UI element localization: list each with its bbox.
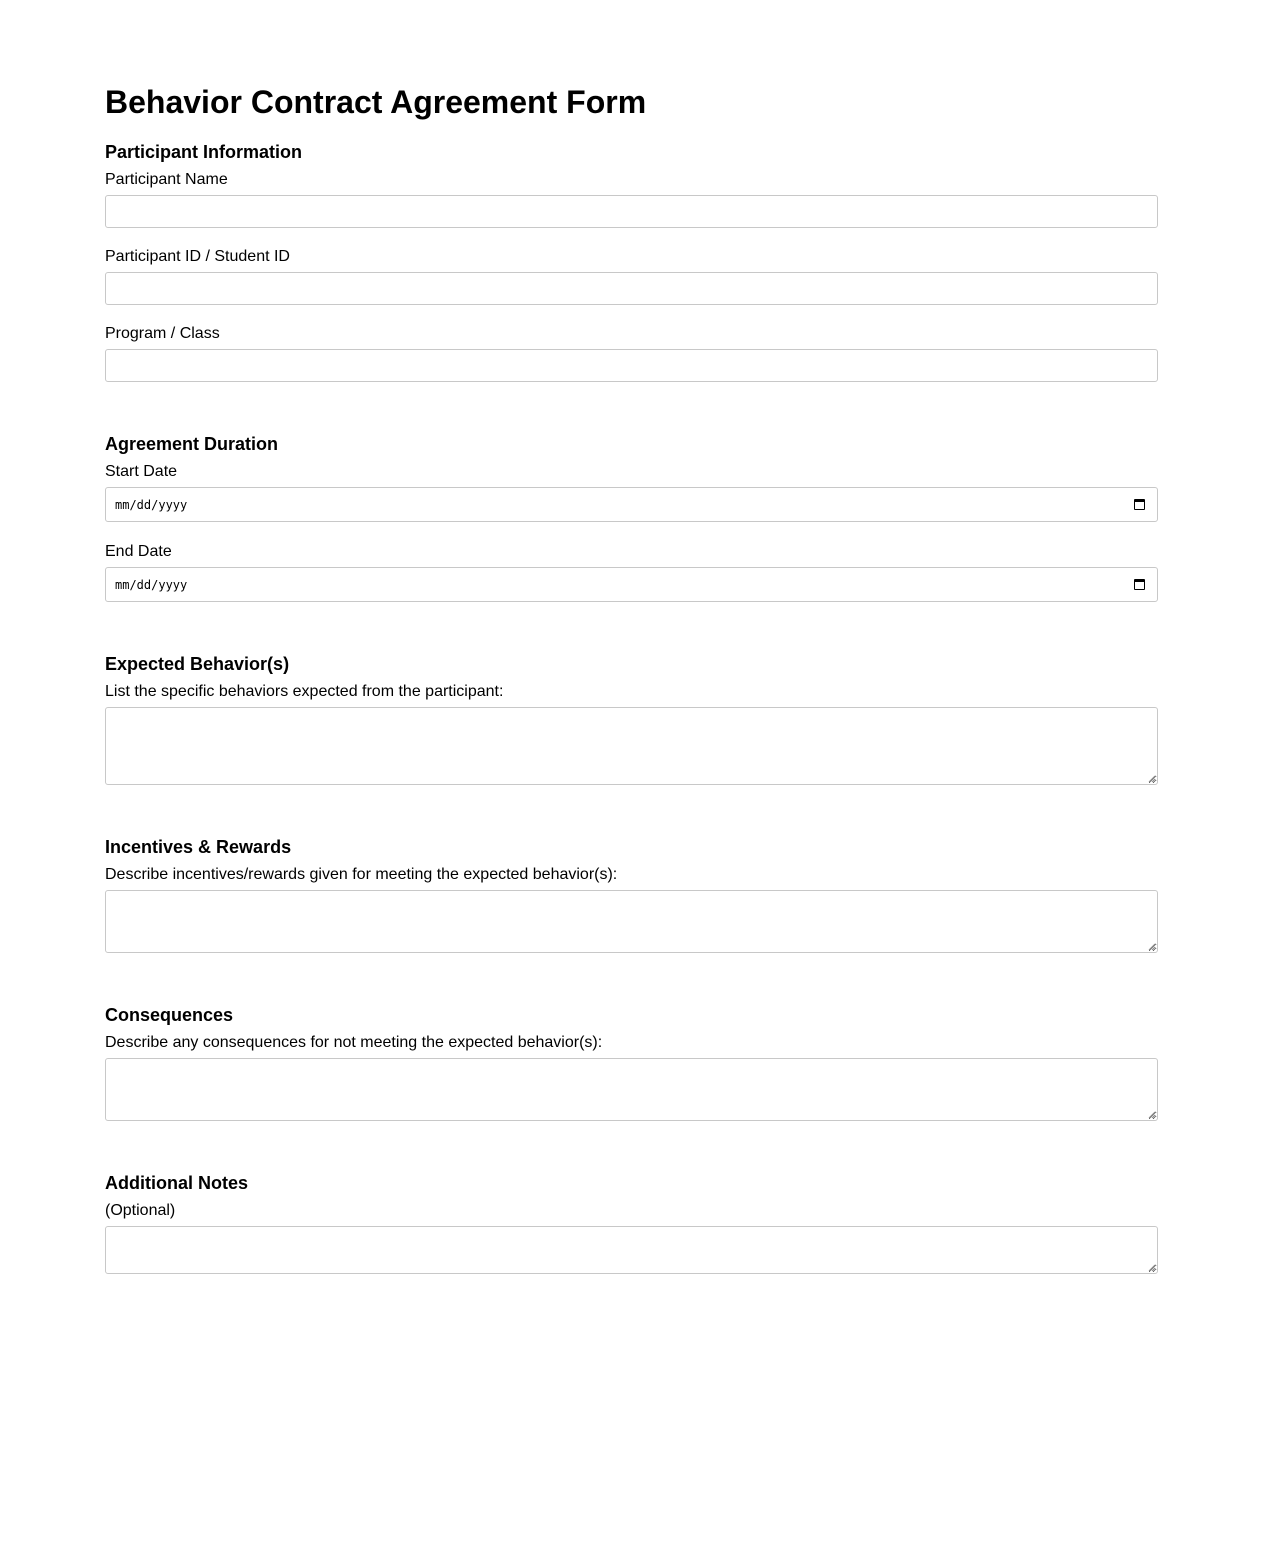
consequences-heading: Consequences: [105, 1005, 234, 1025]
start-date-label: Start Date: [105, 463, 178, 480]
incentives-rewards-heading: Incentives & Rewards: [105, 837, 292, 857]
end-date-input[interactable]: [105, 567, 1158, 602]
program-class-input[interactable]: [105, 349, 1158, 382]
participant-id-label: Participant ID / Student ID: [105, 248, 290, 265]
participant-name-label: Participant Name: [105, 171, 228, 188]
participant-name-input[interactable]: [105, 195, 1158, 228]
agreement-duration-heading: Agreement Duration: [105, 434, 279, 454]
incentives-rewards-label: Describe incentives/rewards given for meeting the expected behavior(s):: [105, 866, 618, 883]
expected-behaviors-heading: Expected Behavior(s): [105, 654, 290, 674]
incentives-rewards-textarea[interactable]: [105, 890, 1158, 953]
end-date-label: End Date: [105, 543, 172, 560]
start-date-input[interactable]: [105, 487, 1158, 522]
program-class-label: Program / Class: [105, 325, 220, 342]
additional-notes-heading: Additional Notes: [105, 1173, 248, 1193]
expected-behaviors-textarea[interactable]: [105, 707, 1158, 785]
calendar-icon[interactable]: [1134, 499, 1145, 510]
participant-information-heading: Participant Information: [105, 142, 303, 162]
page-title: Behavior Contract Agreement Form: [105, 84, 647, 120]
consequences-textarea[interactable]: [105, 1058, 1158, 1121]
additional-notes-textarea[interactable]: [105, 1226, 1158, 1274]
additional-notes-label: (Optional): [105, 1202, 176, 1219]
calendar-icon[interactable]: [1134, 579, 1145, 590]
participant-id-input[interactable]: [105, 272, 1158, 305]
end-date-placeholder: mm/dd/yyyy: [115, 578, 188, 592]
consequences-label: Describe any consequences for not meeting the expected behavior(s):: [105, 1034, 603, 1051]
start-date-placeholder: mm/dd/yyyy: [115, 498, 188, 512]
expected-behaviors-label: List the specific behaviors expected from the participant:: [105, 683, 504, 700]
